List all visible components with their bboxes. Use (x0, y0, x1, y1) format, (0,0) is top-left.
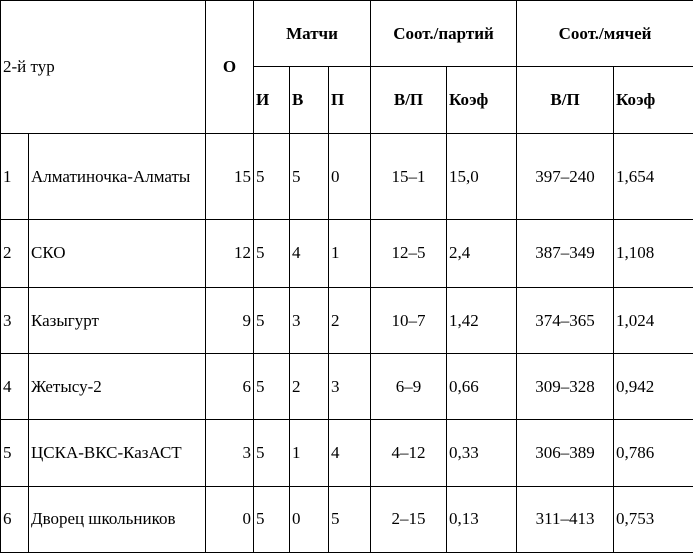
matches-header: Матчи (254, 1, 371, 67)
balls-cell: 397–240 (517, 134, 614, 219)
lost-cell: 5 (329, 486, 371, 552)
lost-cell: 0 (329, 134, 371, 219)
played-cell: 5 (254, 288, 290, 354)
balls-coef-cell: 0,942 (614, 354, 693, 420)
played-cell: 5 (254, 134, 290, 219)
table-row (1, 134, 693, 219)
balls-coef-header: Коэф (614, 67, 693, 134)
played-cell: 5 (254, 486, 290, 552)
points-cell: 3 (206, 420, 254, 486)
lost-cell: 1 (329, 219, 371, 287)
won-cell: 4 (290, 219, 329, 287)
sets-coef-cell: 0,33 (447, 420, 517, 486)
balls-wl-header: В/П (517, 67, 614, 134)
sets-cell: 4–12 (371, 420, 447, 486)
balls-cell: 311–413 (517, 486, 614, 552)
place-cell: 5 (1, 420, 29, 486)
place-cell: 6 (1, 486, 29, 552)
lost-header: П (329, 67, 371, 134)
won-cell: 3 (290, 288, 329, 354)
place-cell: 4 (1, 354, 29, 420)
won-cell: 1 (290, 420, 329, 486)
won-cell: 5 (290, 134, 329, 219)
sets-wl-header: В/П (371, 67, 447, 134)
won-cell: 2 (290, 354, 329, 420)
sets-ratio-header: Соот./партий (371, 1, 517, 67)
balls-cell: 387–349 (517, 219, 614, 287)
place-cell: 1 (1, 134, 29, 219)
table-row (1, 354, 693, 420)
place-cell: 3 (1, 288, 29, 354)
round-label: 2-й тур (1, 1, 206, 134)
balls-ratio-header: Соот./мячей (517, 1, 693, 67)
balls-cell: 309–328 (517, 354, 614, 420)
lost-cell: 3 (329, 354, 371, 420)
team-cell: Казыгурт (29, 288, 206, 354)
table-row (1, 219, 693, 287)
balls-cell: 306–389 (517, 420, 614, 486)
sets-cell: 10–7 (371, 288, 447, 354)
team-cell: ЦСКА-ВКС-КазАСТ (29, 420, 206, 486)
played-cell: 5 (254, 354, 290, 420)
sets-coef-cell: 1,42 (447, 288, 517, 354)
team-cell: СКО (29, 219, 206, 287)
points-header: О (206, 1, 254, 134)
balls-coef-cell: 0,753 (614, 486, 693, 552)
played-cell: 5 (254, 219, 290, 287)
played-header: И (254, 67, 290, 134)
balls-coef-cell: 1,108 (614, 219, 693, 287)
lost-cell: 2 (329, 288, 371, 354)
table-row (1, 288, 693, 354)
lost-cell: 4 (329, 420, 371, 486)
points-cell: 6 (206, 354, 254, 420)
sets-coef-header: Коэф (447, 67, 517, 134)
team-cell: Алматиночка-Алматы (29, 134, 206, 219)
balls-coef-cell: 1,024 (614, 288, 693, 354)
balls-coef-cell: 0,786 (614, 420, 693, 486)
sets-cell: 6–9 (371, 354, 447, 420)
won-header: В (290, 67, 329, 134)
played-cell: 5 (254, 420, 290, 486)
balls-coef-cell: 1,654 (614, 134, 693, 219)
sets-coef-cell: 15,0 (447, 134, 517, 219)
sets-coef-cell: 0,66 (447, 354, 517, 420)
header-row-top (1, 1, 693, 67)
table-row (1, 486, 693, 552)
table-row (1, 420, 693, 486)
points-cell: 15 (206, 134, 254, 219)
team-cell: Дворец школьников (29, 486, 206, 552)
points-cell: 0 (206, 486, 254, 552)
team-cell: Жетысу-2 (29, 354, 206, 420)
sets-coef-cell: 2,4 (447, 219, 517, 287)
balls-cell: 374–365 (517, 288, 614, 354)
sets-cell: 2–15 (371, 486, 447, 552)
sets-cell: 15–1 (371, 134, 447, 219)
sets-coef-cell: 0,13 (447, 486, 517, 552)
place-cell: 2 (1, 219, 29, 287)
won-cell: 0 (290, 486, 329, 552)
points-cell: 12 (206, 219, 254, 287)
sets-cell: 12–5 (371, 219, 447, 287)
points-cell: 9 (206, 288, 254, 354)
